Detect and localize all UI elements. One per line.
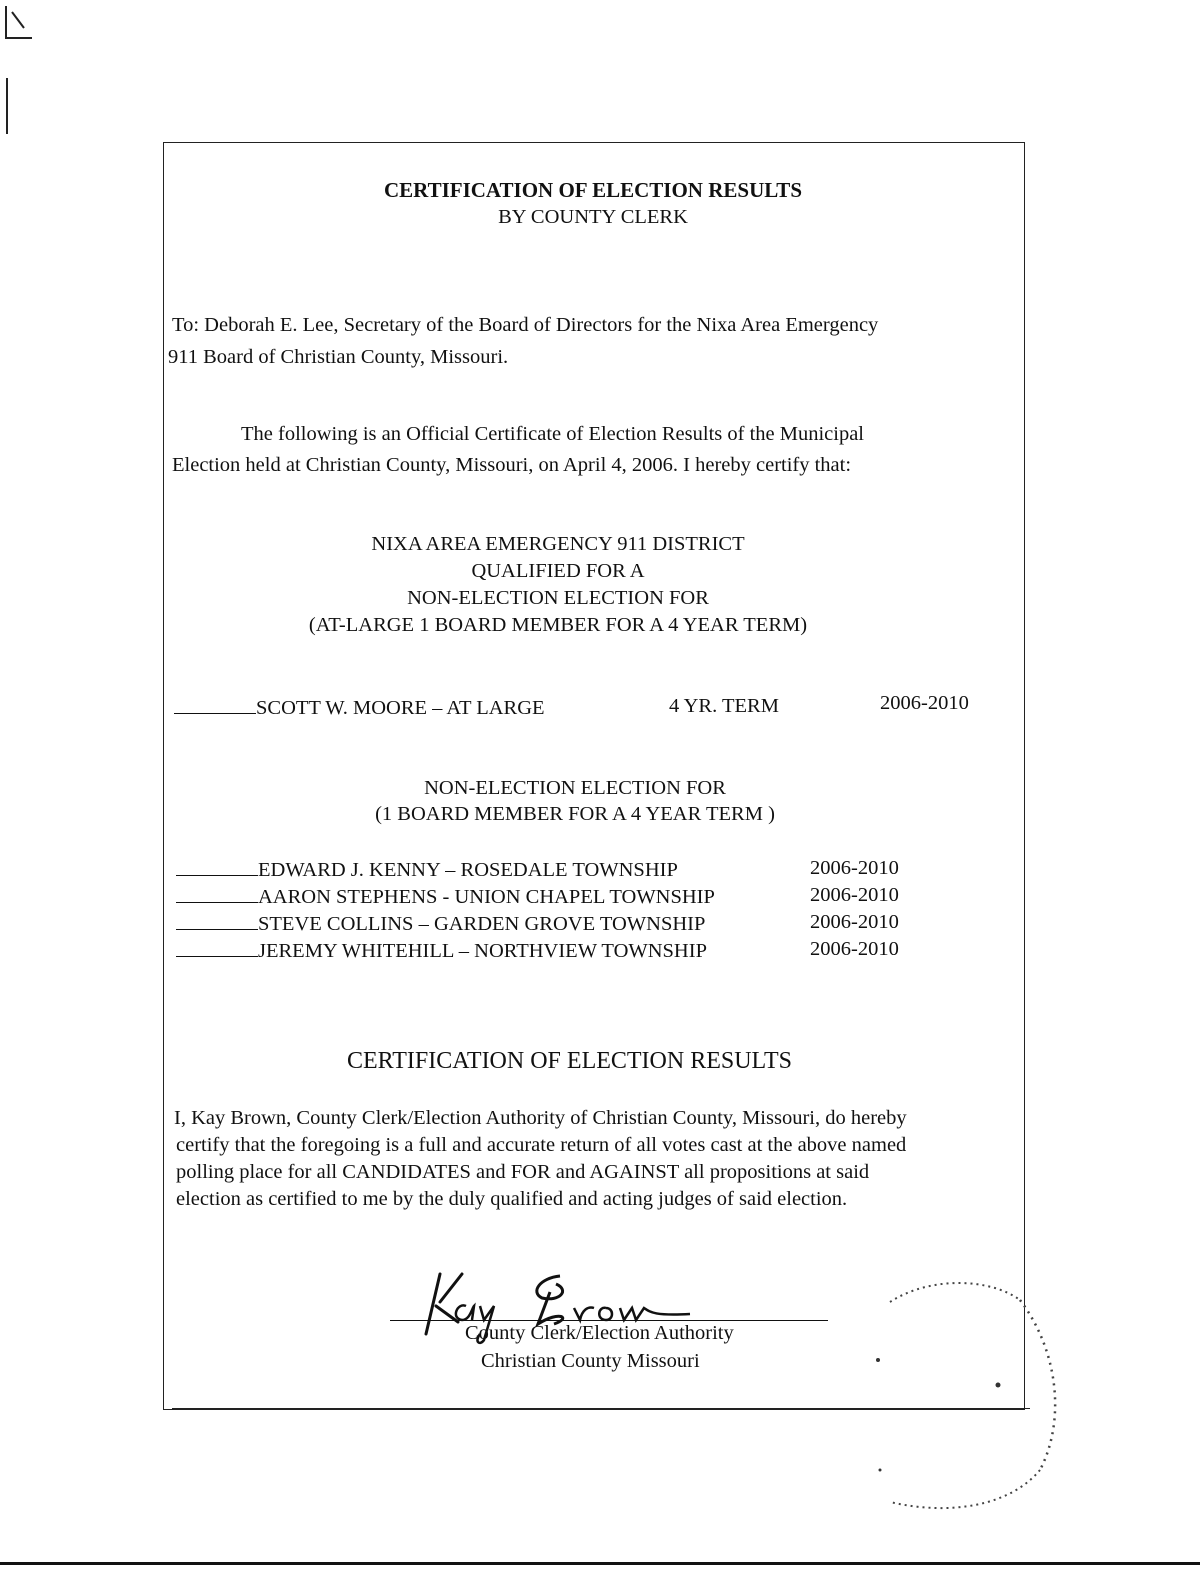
candidate-years: 2006-2010 (810, 938, 899, 960)
at-large-years: 2006-2010 (880, 692, 969, 714)
page-bottom-rule (0, 1562, 1200, 1565)
district-line-4: (AT-LARGE 1 BOARD MEMBER FOR A 4 YEAR TERM) (308, 614, 808, 636)
certification-line-3: polling place for all CANDIDATES and FOR and AGAINST all propositions at said (176, 1161, 870, 1183)
candidate-name: JEREMY WHITEHILL – NORTHVIEW TOWNSHIP (258, 940, 707, 962)
at-large-candidate: SCOTT W. MOORE – AT LARGE (256, 697, 545, 719)
address-line-1: To: Deborah E. Lee, Secretary of the Board of Directors for the Nixa Area Emergency (172, 314, 879, 336)
intro-line-1: The following is an Official Certificate of Election Results of the Municipal (241, 423, 864, 445)
certification-line-2: certify that the foregoing is a full and accurate return of all votes cast at the above named (176, 1134, 907, 1156)
vote-blank (174, 695, 256, 714)
candidate-years: 2006-2010 (810, 857, 899, 879)
candidate-name: STEVE COLLINS – GARDEN GROVE TOWNSHIP (258, 913, 706, 935)
intro-line-2: Election held at Christian County, Missouri, on April 4, 2006. I hereby certify that: (172, 454, 852, 476)
signature-title-line-2: Christian County Missouri (481, 1350, 700, 1372)
document-title: CERTIFICATION OF ELECTION RESULTS (383, 178, 802, 202)
candidate-years: 2006-2010 (810, 884, 899, 906)
list-item (176, 938, 707, 963)
district-line-3: NON-ELECTION ELECTION FOR (407, 587, 709, 609)
township-line-1: NON-ELECTION ELECTION FOR (424, 777, 726, 799)
candidate-years: 2006-2010 (810, 911, 899, 933)
at-large-row (174, 695, 545, 720)
district-line-2: QUALIFIED FOR A (471, 560, 645, 582)
at-large-term: 4 YR. TERM (669, 695, 779, 717)
vote-blank (176, 938, 258, 957)
scan-mark-left (6, 78, 8, 134)
seal-icon (870, 1270, 1070, 1530)
list-item (176, 857, 678, 882)
signature-line (390, 1320, 828, 1321)
vote-blank (176, 857, 258, 876)
township-line-2: (1 BOARD MEMBER FOR A 4 YEAR TERM ) (375, 803, 775, 825)
certification-heading: CERTIFICATION OF ELECTION RESULTS (347, 1048, 793, 1074)
address-line-2: 911 Board of Christian County, Missouri. (168, 346, 509, 368)
candidate-name: EDWARD J. KENNY – ROSEDALE TOWNSHIP (258, 859, 678, 881)
signature-title-line-1: County Clerk/Election Authority (465, 1322, 734, 1344)
document-subtitle: BY COUNTY CLERK (498, 206, 688, 228)
vote-blank (176, 884, 258, 903)
certification-line-1: I, Kay Brown, County Clerk/Election Authority of Christian County, Missouri, do hereby (174, 1107, 907, 1129)
candidate-name: AARON STEPHENS - UNION CHAPEL TOWNSHIP (258, 886, 715, 908)
vote-blank (176, 911, 258, 930)
list-item (176, 911, 705, 936)
certification-line-4: election as certified to me by the duly qualified and acting judges of said election. (176, 1188, 848, 1210)
list-item (176, 884, 715, 909)
district-line-1: NIXA AREA EMERGENCY 911 DISTRICT (371, 533, 745, 555)
corner-mark-icon (2, 2, 42, 42)
